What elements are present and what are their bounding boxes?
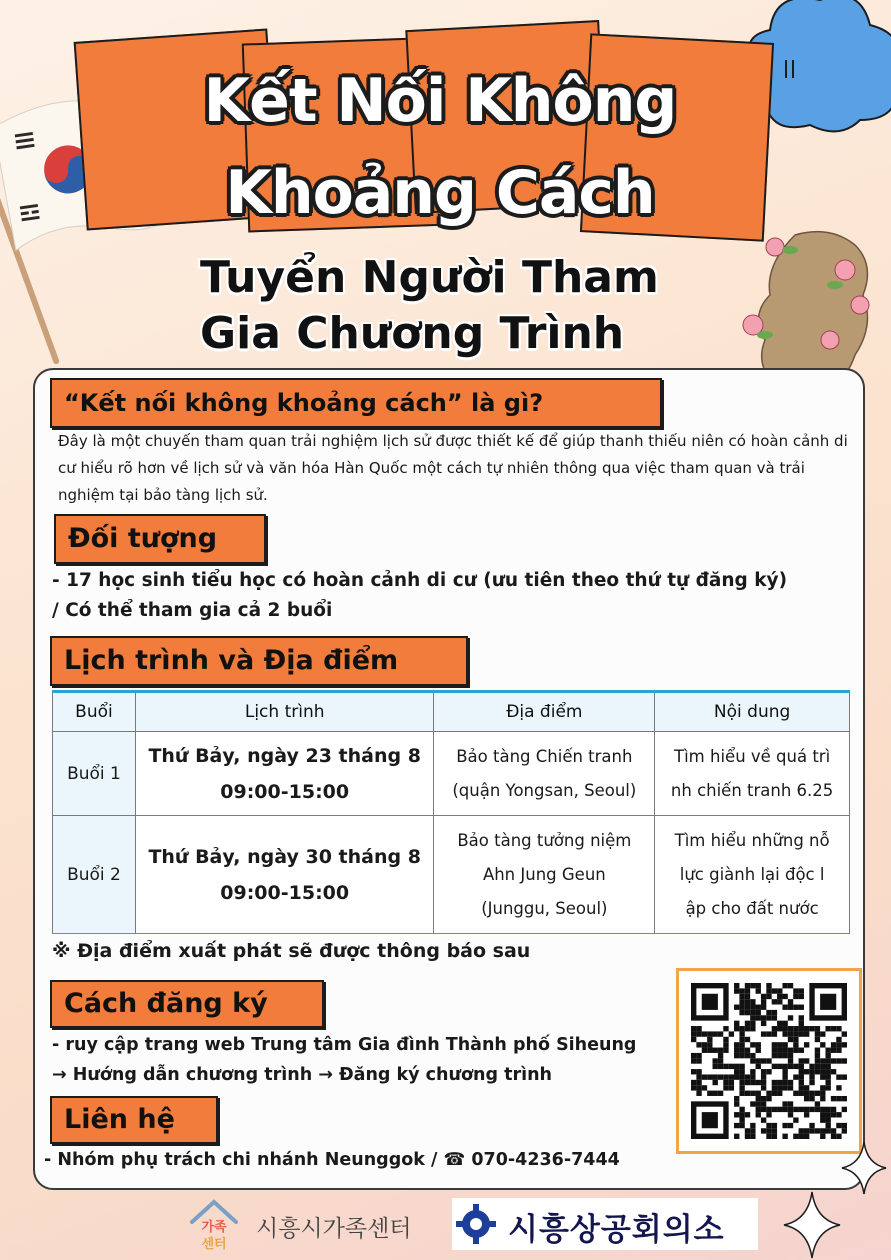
contact-heading: Liên hệ	[50, 1096, 218, 1144]
place-line: Bảo tàng Chiến tranh	[456, 746, 633, 766]
schedule-cell	[135, 732, 434, 816]
place-cell	[434, 816, 655, 934]
session-cell: Buổi 2	[53, 816, 136, 934]
logo-mark-text-bottom: 센터	[201, 1237, 227, 1252]
subtitle-line-1: Tuyển Người Tham	[200, 252, 659, 303]
contact-line: - Nhóm phụ trách chi nhánh Neunggok / ☎ 070-4236-7444	[44, 1150, 620, 1170]
content-line: Tìm hiểu những nỗ	[674, 830, 830, 850]
target-line-2: / Có thể tham gia cả 2 buổi	[52, 600, 333, 621]
content-line: Tìm hiểu về quá trì	[674, 746, 831, 766]
title-line-1: Kết Nối Không	[203, 66, 677, 136]
place-line: (Junggu, Seoul)	[481, 898, 608, 918]
poster-subtitle	[200, 250, 720, 362]
table-row	[53, 816, 850, 934]
session-time: 09:00-15:00	[220, 780, 350, 803]
place-line: Bảo tàng tưởng niệm	[457, 830, 632, 850]
place-cell	[434, 732, 655, 816]
gear-logo-icon	[454, 1202, 498, 1246]
siheung-family-center-name: 시흥시가족센터	[256, 1216, 412, 1242]
content-line: nh chiến tranh 6.25	[670, 780, 834, 800]
qr-code[interactable]	[676, 968, 862, 1154]
content-line: ập cho đất nước	[685, 898, 819, 918]
about-heading: “Kết nối không khoảng cách” là gì?	[50, 378, 662, 428]
session-date: Thứ Bảy, ngày 23 tháng 8	[148, 744, 421, 767]
target-line-1: - 17 học sinh tiểu học có hoàn cảnh di cư (ưu tiên theo thứ tự đăng ký)	[52, 570, 788, 591]
session-date: Thứ Bảy, ngày 30 tháng 8	[148, 845, 421, 868]
target-body	[52, 566, 862, 626]
schedule-cell	[135, 816, 434, 934]
table-header-row	[53, 692, 850, 732]
table-row	[53, 732, 850, 816]
schedule-table	[52, 690, 850, 934]
content-line: lực giành lại độc l	[679, 864, 825, 884]
column-header: Lịch trình	[135, 692, 434, 732]
registration-line-2: → Hướng dẫn chương trình → Đăng ký chương trình	[52, 1065, 552, 1085]
house-logo-icon	[186, 1196, 242, 1252]
place-line: Ahn Jung Geun	[482, 864, 606, 884]
siheung-chamber-logo	[452, 1198, 758, 1250]
sparkle-icon	[840, 1140, 888, 1196]
target-heading: Đối tượng	[54, 514, 266, 564]
title-line-2: Khoảng Cách	[225, 158, 655, 228]
registration-heading: Cách đăng ký	[50, 980, 324, 1028]
siheung-chamber-name: 시흥상공회의소	[508, 1212, 725, 1248]
column-header: Địa điểm	[434, 692, 655, 732]
logo-mark-text-top: 가족	[201, 1220, 227, 1235]
content-cell	[655, 816, 850, 934]
subtitle-line-2: Gia Chương Trình	[200, 308, 625, 359]
content-cell	[655, 732, 850, 816]
session-cell: Buổi 1	[53, 732, 136, 816]
about-body: Đây là một chuyến tham quan trải nghiệm lịch sử được thiết kế để giúp thanh thiếu niên có hoàn cảnh di cư hiểu rõ hơn về lịch sử và văn hóa Hàn Quốc một cách tự nhiên thông qua việc tham quan và trải nghiệm tại bảo tàng lịch sử.	[58, 432, 848, 504]
qr-code-icon	[691, 983, 847, 1139]
registration-body	[52, 1030, 672, 1090]
place-line: (quận Yongsan, Seoul)	[452, 780, 637, 800]
sparkle-icon	[782, 1190, 842, 1260]
siheung-family-center-logo	[186, 1196, 456, 1252]
column-header: Nội dung	[655, 692, 850, 732]
session-time: 09:00-15:00	[220, 881, 350, 904]
column-header: Buổi	[53, 692, 136, 732]
departure-note: ※ Địa điểm xuất phát sẽ được thông báo sau	[52, 940, 531, 962]
registration-line-1: - ruy cập trang web Trung tâm Gia đình Thành phố Siheung	[52, 1035, 637, 1055]
schedule-heading: Lịch trình và Địa điểm	[50, 636, 468, 686]
poster-title	[115, 55, 765, 239]
